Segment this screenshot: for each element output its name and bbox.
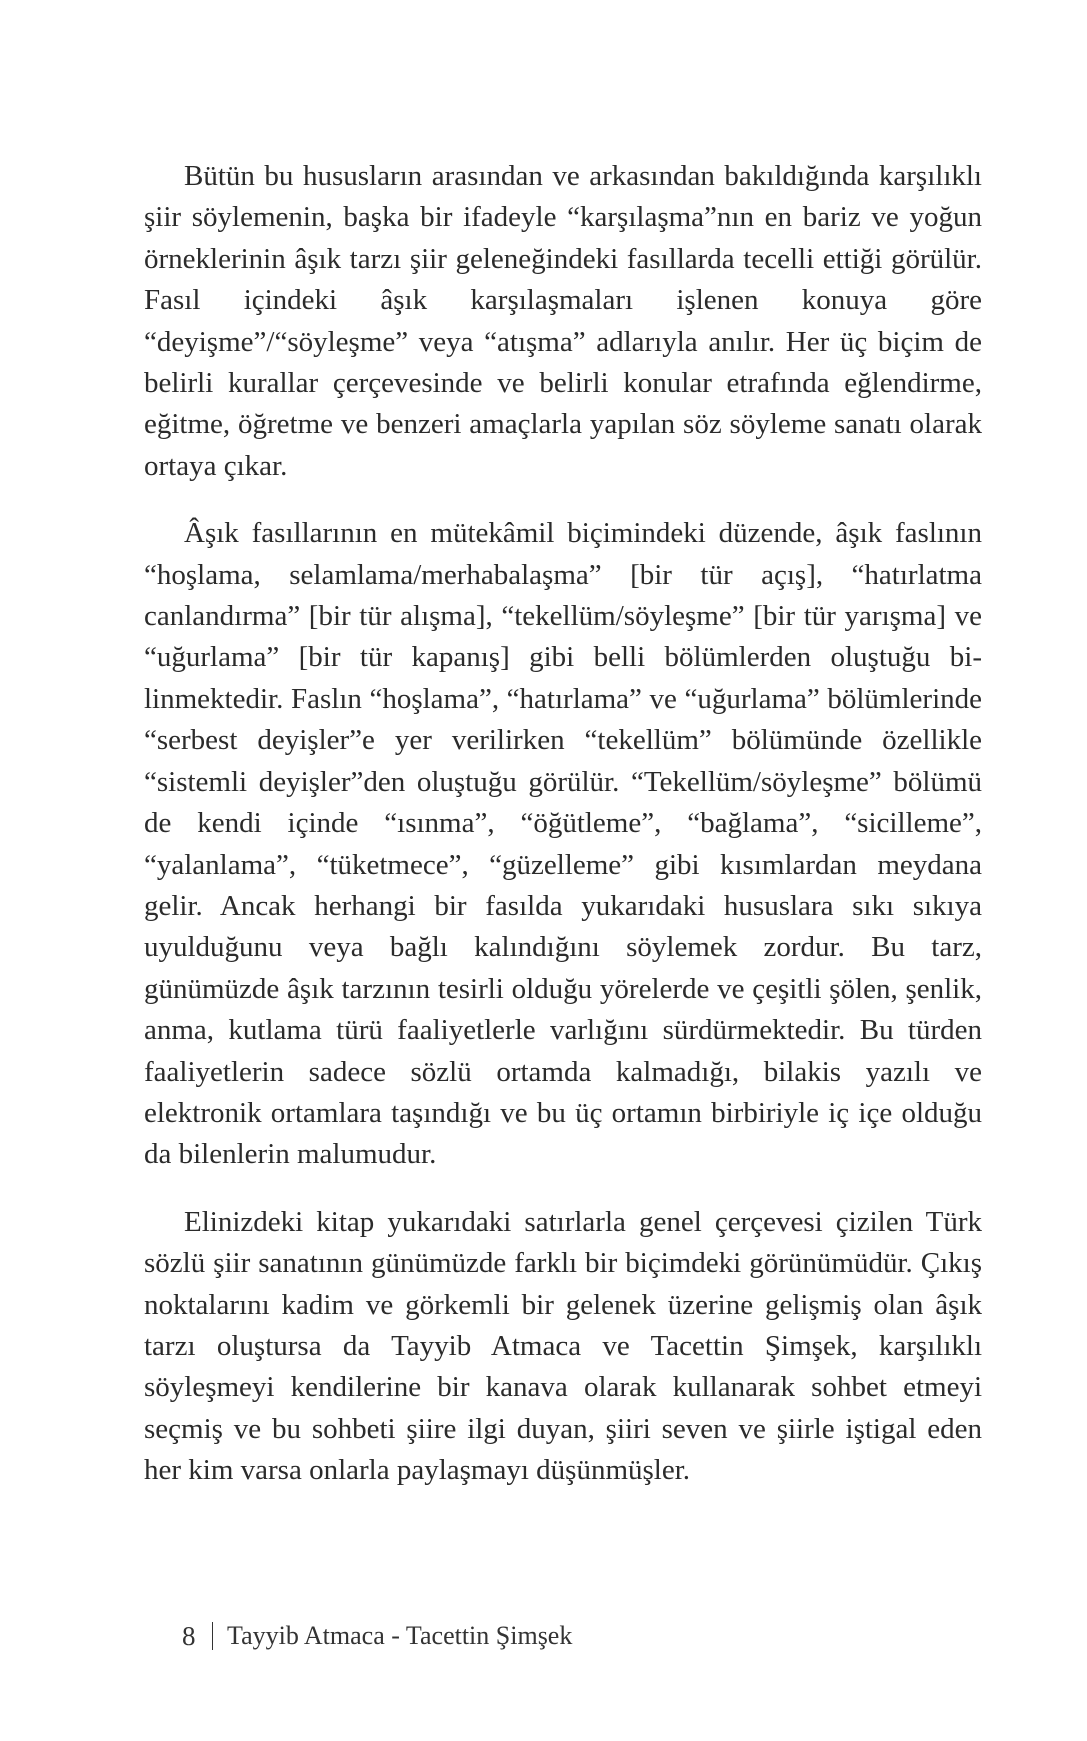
paragraph-1: Bütün bu hususların arasından ve arkasından bakıldığında karşılıklı şiir söylemenin, başka bir ifadeyle “karşılaşma”nın en bariz ve yoğun örneklerinin âşık tarzı şiir geleneğindeki fasıllarda tecelli ettiği görülür. Fasıl içindeki âşık karşılaşmaları işlenen konuya göre “deyişme”/“söyleşme” veya “atışma” adlarıyla anılır. Her üç biçim de belirli kurallar çerçevesinde ve belirli konular etrafında eğlendirme, eğitme, öğretme ve benzeri amaçlarla yapılan söz söyleme sanatı olarak ortaya çıkar. — [144, 160, 982, 482]
page-number: 8 — [182, 1620, 196, 1651]
footer-divider — [212, 1622, 214, 1650]
running-title: Tayyib Atmaca - Tacettin Şimşek — [227, 1621, 573, 1650]
paragraph-3: Elinizdeki kitap yukarıdaki satırlarla genel çerçevesi çizilen Türk sözlü şiir sanatının günümüzde farklı bir biçimdeki görünümüdür. Çıkış noktalarını kadim ve görkemli bir gelenek üzerine gelişmiş olan âşık tarzı oluştursa da Tayyib Atmaca ve Tacettin Şimşek, karşılıklı söyleşmeyi kendilerine bir kanava olarak kullanarak sohbet etmeyi seçmiş ve bu sohbeti şiire ilgi duyan, şiiri seven ve şiirle iştigal eden her kim varsa onlarla paylaşmayı düşünmüşler. — [144, 1205, 982, 1487]
body-text — [144, 156, 982, 1492]
page-footer — [182, 1616, 572, 1656]
paragraph-2: Âşık fasıllarının en mütekâmil biçimindeki düzende, âşık faslının “hoşlama, selamlama/merhabalaşma” [bir tür açış], “hatırlatma canlandırma” [bir tür alışma], “tekellüm/söyleşme” [bir tür yarışma] ve “uğurlama” [bir tür kapanış] gibi belli bölümlerden oluştuğu bilinmektedir. Faslın “hoşlama”, “hatırlama” ve “uğurlama” bölümlerinde “serbest deyişler”e yer verilirken “tekellüm” bölümünde özellikle “sistemli deyişler”den oluştuğu görülür. “Tekellüm/söyleşme” bölümü de kendi içinde “ısınma”, “öğütleme”, “bağlama”, “sicilleme”, “yalanlama”, “tüketmece”, “güzelleme” gibi kısımlardan meydana gelir. Ancak herhangi bir fasılda yukarıdaki hususlara sıkı sıkıya uyulduğunu veya bağlı kalındığını söylemek zordur. Bu tarz, günümüzde âşık tarzının tesirli olduğu yörelerde ve çeşitli şölen, şenlik, anma, kutlama türü faaliyetlerle varlığını sürdürmektedir. Bu türden faaliyetlerin sadece sözlü ortamda kalmadığı, bilakis yazılı ve elektronik ortamlara taşındığı ve bu üç ortamın birbiriyle iç içe olduğu da bilenlerin malumudur. — [144, 517, 982, 1171]
